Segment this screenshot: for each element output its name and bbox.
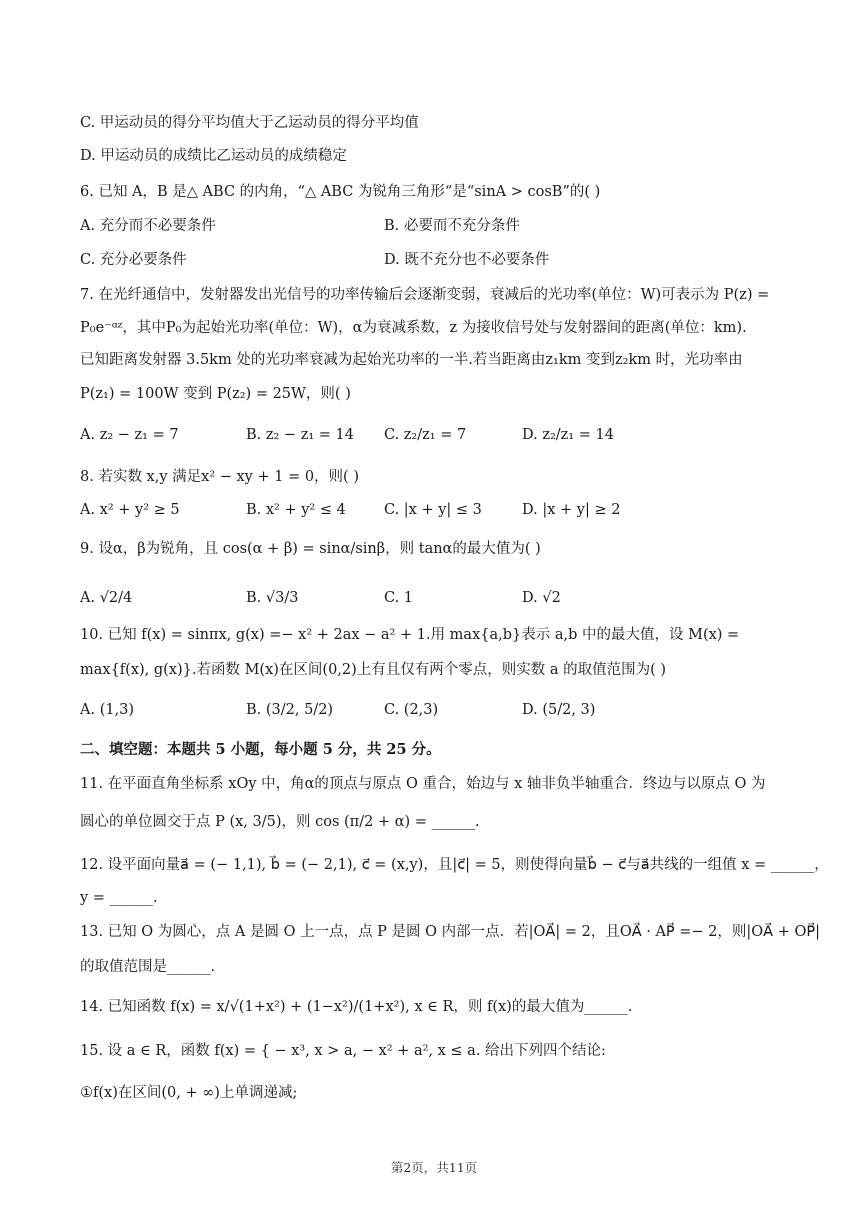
option-q9c: C. 1 bbox=[384, 590, 414, 606]
option-q7b: B. z₂ − z₁ = 14 bbox=[246, 427, 354, 443]
text-line-q12_l1: 12. 设平面向量a⃗ = (− 1,1), b⃗ = (− 2,1), c⃗ = (x,y)，且|c⃗| = 5，则使得向量b⃗ − c⃗与a⃗共线的一组值 x = ______， bbox=[80, 857, 829, 873]
option-q10c: C. (2,3) bbox=[384, 702, 439, 718]
text-line-q7_l4: P(z₁) = 100W 变到 P(z₂) = 25W，则( ) bbox=[80, 386, 351, 402]
option-q7a: A. z₂ − z₁ = 7 bbox=[80, 427, 179, 443]
text-line-q15_c1: ①f(x)在区间(0, + ∞)上单调递减; bbox=[80, 1085, 298, 1101]
option-q9d: D. √2 bbox=[522, 590, 561, 606]
text-line-q11_l2: 圆心的单位圆交于点 P (x, 3/5)，则 cos (π/2 + α) = ______. bbox=[80, 814, 480, 830]
option-q8c: C. |x + y| ≤ 3 bbox=[384, 502, 482, 518]
text-line-q14: 14. 已知函数 f(x) = x/√(1+x²) + (1−x²)/(1+x²), x ∈ R，则 f(x)的最大值为______. bbox=[80, 999, 633, 1015]
page-footer: 第2页，共11页 bbox=[390, 1160, 478, 1175]
text-line-d_opt: D. 甲运动员的成绩比乙运动员的成绩稳定 bbox=[80, 148, 347, 164]
text-line-q13_l1: 13. 已知 O 为圆心，点 A 是圆 O 上一点，点 P 是圆 O 内部一点．若|OA⃗| = 2，且OA⃗ · AP⃗ =− 2，则|OA⃗ + OP⃗| bbox=[80, 924, 820, 940]
text-line-q7_l1: 7. 在光纤通信中，发射器发出光信号的功率传输后会逐渐变弱，衰减后的光功率(单位：W)可表示为 P(z) = bbox=[80, 287, 770, 303]
text-line-q12_l2: y = ______. bbox=[80, 890, 158, 906]
text-line-q13_l2: 的取值范围是______. bbox=[80, 959, 216, 975]
text-line-c_opt: C. 甲运动员的得分平均值大于乙运动员的得分平均值 bbox=[80, 115, 419, 131]
option-q6a: A. 充分而不必要条件 bbox=[80, 218, 216, 234]
text-line-q9: 9. 设α，β为锐角，且 cos(α + β) = sinα/sinβ，则 tanα的最大值为( ) bbox=[80, 541, 541, 557]
option-q9a: A. √2/4 bbox=[80, 590, 133, 606]
text-line-q8: 8. 若实数 x,y 满足x² − xy + 1 = 0，则( ) bbox=[80, 469, 359, 485]
text-line-q11_l1: 11. 在平面直角坐标系 xOy 中，角α的顶点与原点 O 重合，始边与 x 轴非负半轴重合．终边与以原点 O 为 bbox=[80, 776, 766, 792]
text-line-q6: 6. 已知 A，B 是△ ABC 的内角，“△ ABC 为锐角三角形“是“sinA > cosB”的( ) bbox=[80, 184, 601, 200]
option-q6d: D. 既不充分也不必要条件 bbox=[384, 252, 550, 268]
text-line-q7_l3: 已知距离发射器 3.5km 处的光功率衰减为起始光功率的一半.若当距离由z₁km 变到z₂km 时，光功率由 bbox=[80, 352, 743, 368]
option-q7d: D. z₂/z₁ = 14 bbox=[522, 427, 614, 443]
option-q10b: B. (3/2, 5/2) bbox=[246, 702, 334, 718]
option-q6c: C. 充分必要条件 bbox=[80, 252, 187, 268]
option-q9b: B. √3/3 bbox=[246, 590, 299, 606]
text-line-q7_l2: P₀e⁻ᵅᶻ，其中P₀为起始光功率(单位：W)，α为衰减系数，z 为接收信号处与发射器间的距离(单位：km). bbox=[80, 320, 747, 336]
option-q10a: A. (1,3) bbox=[80, 702, 135, 718]
text-line-q10_l1: 10. 已知 f(x) = sinπx, g(x) =− x² + 2ax − a² + 1.用 max{a,b}表示 a,b 中的最大值，设 M(x) = bbox=[80, 627, 740, 643]
text-line-q15_l1: 15. 设 a ∈ R，函数 f(x) = { − x³, x > a, − x² + a², x ≤ a. 给出下列四个结论: bbox=[80, 1043, 606, 1059]
option-q6b: B. 必要而不充分条件 bbox=[384, 218, 520, 234]
option-q10d: D. (5/2, 3) bbox=[522, 702, 596, 718]
option-q8d: D. |x + y| ≥ 2 bbox=[522, 502, 621, 518]
option-q7c: C. z₂/z₁ = 7 bbox=[384, 427, 467, 443]
text-line-q10_l2: max{f(x), g(x)}.若函数 M(x)在区间(0,2)上有且仅有两个零点，则实数 a 的取值范围为( ) bbox=[80, 662, 667, 678]
text-line-sec2: 二、填空题：本题共 5 小题，每小题 5 分，共 25 分。 bbox=[80, 741, 441, 758]
option-q8a: A. x² + y² ≥ 5 bbox=[80, 502, 180, 518]
option-q8b: B. x² + y² ≤ 4 bbox=[246, 502, 346, 518]
